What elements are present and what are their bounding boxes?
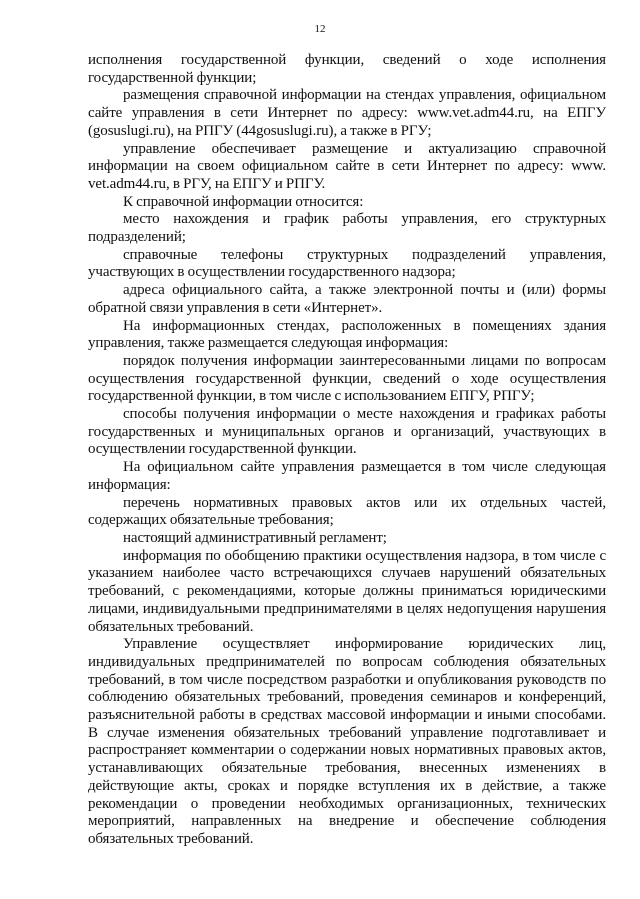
paragraph-info-procedure: порядок получения информации заинтересованными лицами по вопросам осуществления государственной функции, сведений о ходе осуществления государственной функции, в том числе с использованием ЕПГУ, РПГУ; xyxy=(88,352,606,405)
paragraph-location-schedule: место нахождения и график работы управления, его структурных подразделений; xyxy=(88,211,606,246)
paragraph-info-methods: способы получения информации о месте нахождения и графиках работы государственных и муниципальных органов и организаций, участвующих в осуществлении государственной функции. xyxy=(88,406,606,458)
paragraph-regulation: настоящий административный регламент; xyxy=(123,529,387,546)
paragraph-informing: Управление осуществляет информирование юридических лиц, индивидуальных предпринимателей по вопросам соблюдения обязательных требований, в том числе посредством разработки и опубликования руководств по соблюдению обязательных требований, проведения семинаров и конференций, разъяснительной работы в средствах массовой информации и иными способами. В случае изменения обязательных требований управление подготавливает и распространяет комментарии о содержании новых нормативных правовых актов, устанавливающих обязательные требования, внесенных изменениях в действующие акты, сроках и порядке вступления их в действие, а также рекомендации о проведении необходимых организационных, технических мероприятий, направленных на внедрение и обеспечение соблюдения обязательных требований. xyxy=(88,636,606,847)
document-body xyxy=(88,52,606,849)
paragraph-info-actualization: управление обеспечивает размещение и актуализацию справочной информации на своем официальном сайте в сети Интернет по адресу: www. vet.adm44.ru, в РГУ, на ЕПГУ и РПГУ. xyxy=(88,140,606,192)
paragraph-practice-summary: информация по обобщению практики осуществления надзора, в том числе с указанием наиболее часто встречающихся случаев нарушений обязательных требований, с рекомендациями, которые должны приниматься юридическими лицами, индивидуальными предпринимателями в целях недопущения нарушения обязательных требований. xyxy=(88,547,606,635)
paragraph-phones: справочные телефоны структурных подразделений управления, участвующих в осуществлении государственного надзора; xyxy=(88,246,606,281)
paragraph-info-placement: размещения справочной информации на стендах управления, официальном сайте управления в сети Интернет по адресу: www.vet.adm44.ru, на ЕПГУ (gosuslugi.ru), на РПГУ (44gosuslugi.ru), а также в РГУ; xyxy=(88,87,606,139)
paragraph-addresses: адреса официального сайта, а также электронной почты и (или) формы обратной связи управления в сети «Интернет». xyxy=(88,282,606,316)
paragraph-website-heading: На официальном сайте управления размещается в том числе следующая информация: xyxy=(88,459,606,493)
paragraph-legal-acts-list: перечень нормативных правовых актов или их отдельных частей, содержащих обязательные требования; xyxy=(88,494,606,529)
paragraph-reference-info-heading: К справочной информации относится: xyxy=(123,193,364,210)
paragraph-continuation: исполнения государственной функции, сведений о ходе исполнения государственной функции; xyxy=(88,52,606,86)
page-number: 12 xyxy=(314,23,326,35)
paragraph-stands-heading: На информационных стендах, расположенных в помещениях здания управления, также размещается следующая информация: xyxy=(88,317,606,352)
